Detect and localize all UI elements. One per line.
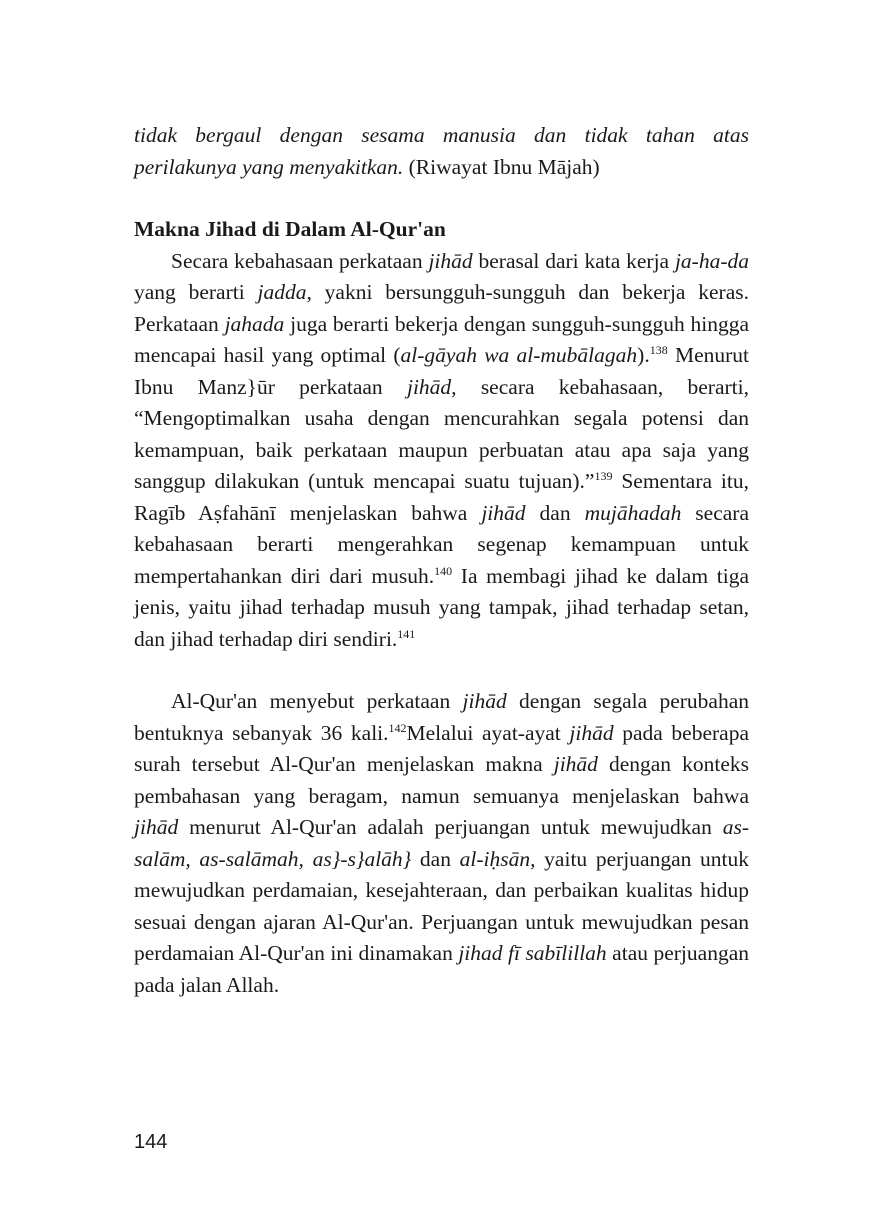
italic-term: jadda (257, 280, 307, 304)
text-run: dengan segala perubahan bentuknya sebanyak 36 kali. (134, 689, 749, 745)
section-heading: Makna Jihad di Dalam Al-Qur'an (134, 217, 446, 241)
text-run: dan (411, 846, 460, 871)
footnote-ref: 140 (434, 563, 453, 578)
italic-term: jihād (481, 500, 526, 525)
italic-term: jihād, (406, 374, 457, 399)
text-run: Menurut Ibnu Manz}ūr perkataan (134, 343, 749, 399)
text-run: secara kebahasaan, berarti, “Mengoptimalkan usaha dengan mencurahkan segala potensi dan kemampuan, baik perkataan maupun perbuatan atau apa saja yang sanggup dilakukan (untuk mencapai suatu tujuan).” (134, 374, 749, 493)
text-run: juga berarti bekerja dengan sungguh-sungguh hingga mencapai hasil yang optimal ( (134, 311, 750, 367)
text-run: (Riwayat Ibnu Mājah) (403, 154, 600, 179)
text-run: ). (637, 343, 650, 367)
text-run: pada beberapa surah tersebut Al-Qur'an menjelaskan makna (134, 720, 750, 776)
italic-term: al-iḥsān, (459, 846, 536, 871)
italic-term: jihād (553, 752, 598, 776)
page-body (134, 120, 749, 1001)
text-run: Secara kebahasaan perkataan (171, 248, 429, 273)
italic-term: al-gāyah wa al-mubālagah (400, 343, 638, 367)
italic-term: as-salām, as-salāmah, as}-s}alāh} (134, 815, 749, 871)
text-run: yaitu perjuangan untuk mewujudkan perdamaian, kesejahteraan, dan perbaikan kualitas hidup sesuai dengan ajaran Al-Qur'an. Perjuangan untuk mewujudkan pesan perdamaian Al-Qur'an ini dinamakan (134, 846, 749, 965)
text-run: yang berarti (134, 280, 258, 304)
italic-term: ja-ha-da (674, 248, 749, 273)
text-run: Melalui ayat-ayat (406, 720, 570, 745)
text-run: dan (525, 500, 585, 525)
italic-term: jahada (224, 311, 285, 336)
text-run: Al-Qur'an menyebut perkataan (171, 689, 463, 713)
footnote-ref: 138 (649, 342, 668, 357)
italic-term: mujāhadah (584, 500, 682, 525)
footnote-ref: 142 (388, 720, 407, 735)
page-number: 144 (134, 1131, 168, 1153)
italic-term: jihād (569, 720, 614, 745)
text-run: Sementara itu, Ragīb Aṣfahānī menjelaskan bahwa (134, 469, 749, 525)
paragraph-1 (134, 246, 749, 656)
italic-term: tidak bergaul dengan sesama manusia dan tidak tahan atas perilakunya yang menyakitkan. (134, 123, 749, 179)
text-run: menurut Al-Qur'an adalah perjuangan untuk mewujudkan (178, 815, 723, 839)
italic-term: jihad fī sabīlillah (458, 941, 607, 965)
italic-term: jihād (462, 689, 507, 713)
text-run: Ia membagi jihad ke dalam tiga jenis, yaitu jihad terhadap musuh yang tampak, jihad terhadap setan, dan jihad terhadap diri sendiri. (134, 563, 749, 651)
text-run: berasal dari kata kerja (472, 248, 675, 273)
footnote-ref: 141 (397, 626, 416, 641)
intro-paragraph (134, 120, 749, 183)
paragraph-2 (134, 686, 749, 1001)
italic-term: jihād (428, 248, 473, 273)
text-run: dengan konteks pembahasan yang beragam, namun semuanya menjelaskan bahwa (134, 752, 749, 808)
paragraph-gap (134, 655, 749, 686)
text-run: secara kebahasaan berarti mengerahkan segenap kemampuan untuk mempertahankan diri dari musuh. (134, 500, 750, 588)
text-run: atau perjuangan pada jalan Allah. (134, 941, 749, 997)
italic-term: jihād (134, 815, 179, 839)
footnote-ref: 139 (594, 468, 613, 483)
text-run: , yakni bersungguh-sungguh dan bekerja keras. Perkataan (134, 280, 749, 336)
